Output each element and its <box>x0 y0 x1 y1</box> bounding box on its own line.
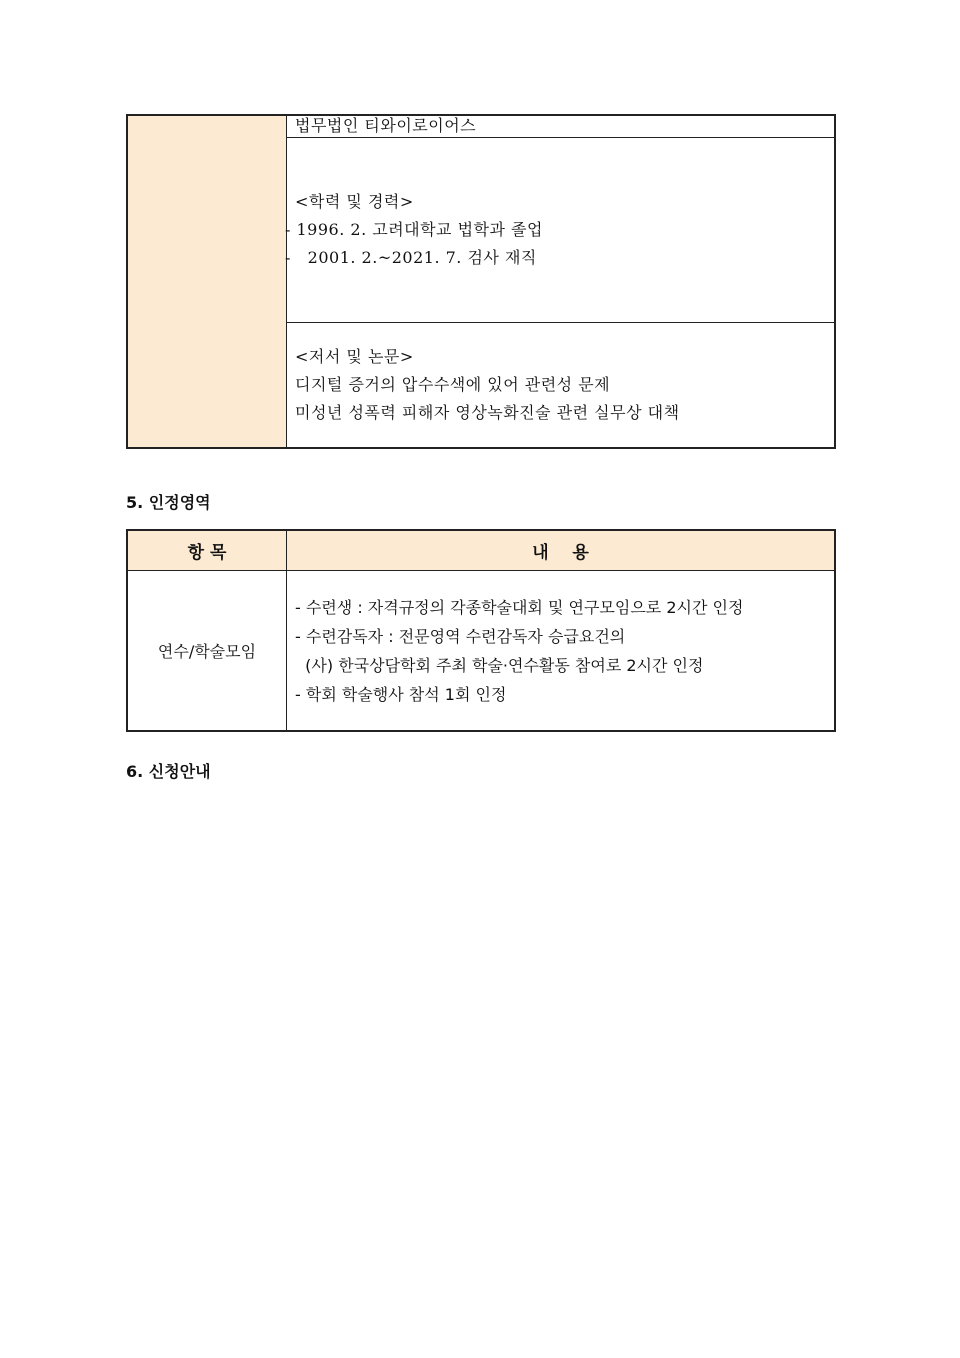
education-heading: <학력 및 경력> <box>295 192 414 211</box>
publications-cell <box>287 323 836 449</box>
recognition-table <box>126 529 836 732</box>
header-content: 내 용 <box>287 530 836 571</box>
row-line: - 수련감독자 : 전문영역 수련감독자 승급요건의 <box>295 626 626 646</box>
profile-side-cell <box>127 115 287 448</box>
education-item: - 2001. 2.~2021. 7. 검사 재직 <box>285 248 537 267</box>
section-6-title: 6. 신청안내 <box>126 762 211 781</box>
publication-item: 미성년 성폭력 피해자 영상녹화진술 관련 실무상 대책 <box>295 403 680 422</box>
section-5-title: 5. 인정영역 <box>126 493 211 512</box>
firm-name: 법무법인 티와이로이어스 <box>295 116 477 135</box>
firm-cell <box>287 115 836 138</box>
profile-table <box>126 114 836 449</box>
row-content <box>287 571 836 732</box>
row-line: - 학회 학술행사 참석 1회 인정 <box>295 684 507 704</box>
row-label: 연수/학술모임 <box>127 571 287 732</box>
row-line: (사) 한국상담학회 주최 학술·연수활동 참여로 2시간 인정 <box>295 655 704 675</box>
education-item: - 1996. 2. 고려대학교 법학과 졸업 <box>285 220 543 239</box>
publication-item: 디지털 증거의 압수수색에 있어 관련성 문제 <box>295 375 611 394</box>
row-line: - 수련생 : 자격규정의 각종학술대회 및 연구모임으로 2시간 인정 <box>295 597 744 617</box>
header-item: 항 목 <box>127 530 287 571</box>
publications-heading: <저서 및 논문> <box>295 347 414 366</box>
education-cell <box>287 138 836 323</box>
